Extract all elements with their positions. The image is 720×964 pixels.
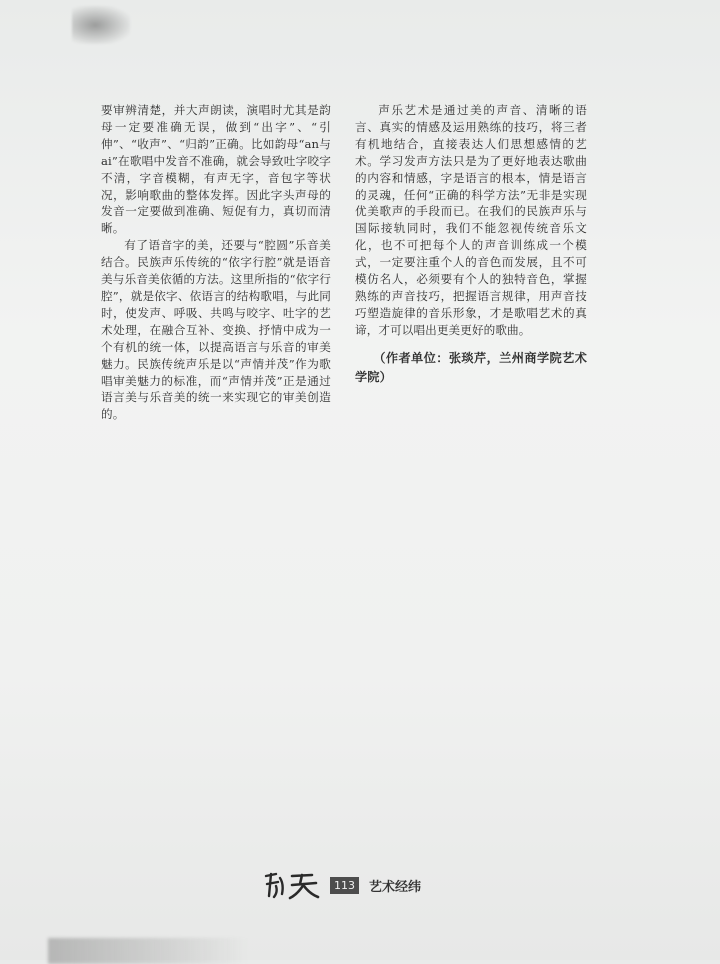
page-footer <box>262 868 462 902</box>
scan-shadow-bottom <box>48 938 248 964</box>
section-name: 艺术经纬 <box>369 879 422 895</box>
left-column <box>101 102 331 423</box>
right-column <box>355 102 587 387</box>
left-paragraph-1: 要审辨清楚，并大声朗读，演唱时尤其是韵母一定要准确无误，做到“出字”、“引伸”、“收声”、“归韵”正确。比如韵母“an与ai”在歌唱中发音不准确，就会导致吐字咬字不清，字音模糊，有声无字，音包字等状况，影响歌曲的整体发挥。因此字头声母的发音一定要做到准确、短促有力，真切而清晰。 <box>101 103 331 236</box>
feitian-logo-icon <box>262 870 324 900</box>
left-paragraph-2: 有了语音字的美，还要与“腔圆”乐音美结合。民族声乐传统的“依字行腔”就是语音美与乐音美依循的方法。这里所指的“依字行腔”，就是依字、依语言的结构歌唱，与此同时，使发声、呼吸、共鸣与咬字、吐字的艺术处理，在融合互补、变换、抒情中成为一个有机的统一体，以提高语言与乐音的审美魅力。民族传统声乐是以“声情并茂”作为歌唱审美魅力的标准，而“声情并茂”正是通过语言美与乐音美的统一来实现它的审美创造的。 <box>101 238 331 422</box>
scan-shadow-top <box>72 6 130 44</box>
right-paragraph-1: 声乐艺术是通过美的声音、清晰的语言、真实的情感及运用熟练的技巧，将三者有机地结合，直接表达人们思想感情的艺术。学习发声方法只是为了更好地表达歌曲的内容和情感，字是语言的根本，情是语言的灵魂，任何“正确的科学方法”无非是实现优美歌声的手段而已。在我们的民族声乐与国际接轨同时，我们不能忽视传统音乐文化，也不可把每个人的声音训练成一个模式，一定要注重个人的音色而发展，且不可模仿名人，必须要有个人的独特音色，掌握熟练的声音技巧，把握语言规律，用声音技巧塑造旋律的音乐形象，才是歌唱艺术的真谛，才可以唱出更美更好的歌曲。 <box>355 103 587 337</box>
page-number: 113 <box>330 877 359 894</box>
author-affiliation: （作者单位：张琰芹，兰州商学院艺术学院） <box>355 350 587 384</box>
